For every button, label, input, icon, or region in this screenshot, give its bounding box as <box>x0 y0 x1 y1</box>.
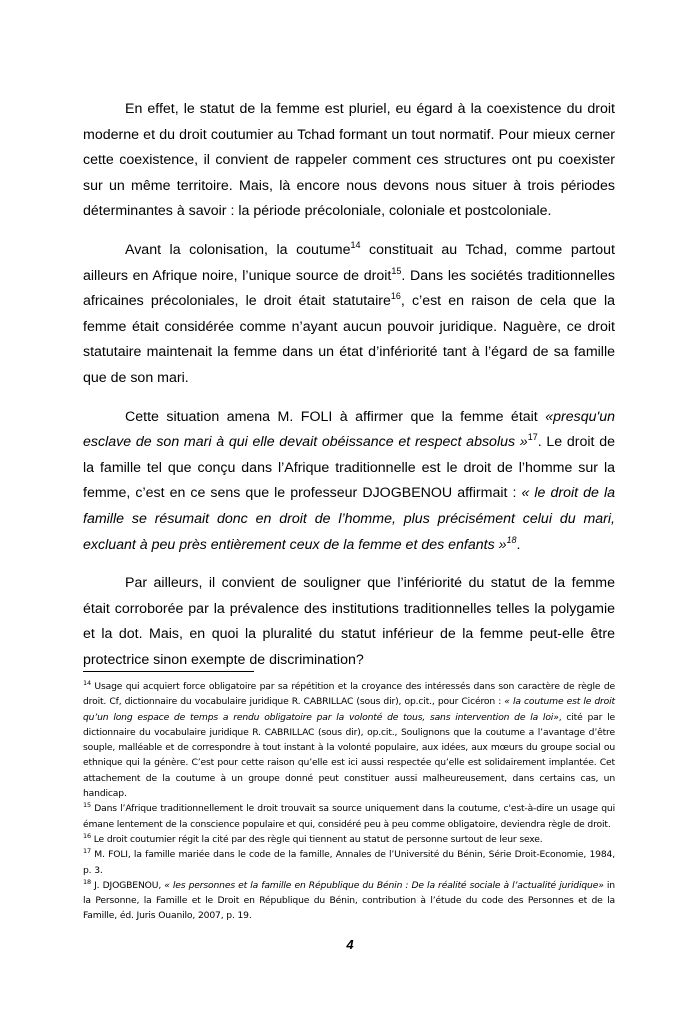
paragraph-1: En effet, le statut de la femme est pluriel, eu égard à la coexistence du droit moderne et du droit coutumier au Tchad formant un tout normatif. Pour mieux cerner cette coexistence, il convient de rappeler comment ces structures ont pu coexister sur un même territoire. Mais, là encore nous devons nous situer à trois périodes déterminantes à savoir : la période précoloniale, coloniale et postcoloniale. <box>83 101 615 220</box>
footnote-separator <box>83 671 254 672</box>
footnote-18: $^{18}$ J. DJOGBENOU, « les personnes et la famille en République du Bénin : De la réalité sociale à l’actualité juridique» in la Personne, la Famille et le Droit en République du Bénin, contribution à l’étude du code des Personnes et de la Famille, éd. Juris Ouanilo, 2007, p. 19. <box>83 877 615 922</box>
footnote-17: $^{17}$ M. FOLI, la famille mariée dans le code de la famille, Annales de l’Université du Bénin, Série Droit-Economie, 1984, p. 3. <box>83 847 615 876</box>
footnote-ref-16[interactable]: 16 <box>390 291 401 302</box>
page-number: 4 <box>346 937 354 952</box>
main-text <box>83 97 615 686</box>
footnote-ref-15[interactable]: 15 <box>391 265 402 276</box>
footnote-ref-14[interactable]: 14 <box>350 239 361 250</box>
footnote-16: $^{16}$ Le droit coutumier régit la cité par des règle qui tiennent au statut de personne surtout de leur sexe. <box>83 831 543 845</box>
footnote-14: $^{14}$ Usage qui acquiert force obligatoire par sa répétition et la croyance des intéressés dans son caractère de règle de droit. Cf, dictionnaire du vocabulaire juridique R. CABRILLAC (sous dir), op.cit., pour Cicéron : « la coutume est le droit qu’un long espace de temps a rendu obligatoire par la volonté de tous, sans intervention de la loi», cité par le dictionnaire du vocabulaire juridique R. CABRILLAC (sous dir), op.cit., Soulignons que la coutume a l’avantage d’être souple, malléable et de correspondre à tout instant à la volonté populaire, aux idées, aux mœurs du groupe social ou ethnique qui la génère. C’est pour cette raison qu’elle est ici aussi respectée qu’elle est solidairement implantée. Cet attachement de la coutume à un groupe donné peut constituer aussi malheureusement, dans certains cas, un handicap. <box>83 679 615 800</box>
footnote-ref-17[interactable]: 17 <box>527 432 538 443</box>
paragraph-3: Cette situation amena M. FOLI à affirmer que la femme était «presqu'un esclave de son mari à qui elle devait obéissance et respect absolus »$^{17}$. Le droit de la famille tel que conçu dans l’Afrique traditionnelle est le droit de l’homme sur la femme, c’est en ce sens que le professeur DJOGBENOU affirmait : « le droit de la famille se résumait donc en droit de l’homme, plus précisément celui du mari, excluant à peu près entièrement ceux de la femme et des enfants »$^{18}$. <box>83 408 616 553</box>
footnotes <box>83 679 615 924</box>
footnote-ref-18[interactable]: 18 <box>506 534 517 545</box>
quote-djogbenou: « le droit de la famille se résumait donc en droit de l’homme, plus précisément celui du mari, excluant à peu près entièrement ceux de la femme et des enfants » <box>83 485 616 553</box>
footnote-15: $^{15}$ Dans l’Afrique traditionnellement le droit trouvait sa source uniquement dans la coutume, c'est-à-dire un usage qui émane lentement de la conscience populaire et qui, considéré peu à peu comme obligatoire, deviendra règle de droit. <box>83 801 615 830</box>
paragraph-4: Par ailleurs, il convient de souligner que l’infériorité du statut de la femme était corroborée par la prévalence des institutions traditionnelles telles la polygamie et la dot. Mais, en quoi la pluralité du statut inférieur de la femme peut-elle être protectrice sinon exempte de discrimination? <box>83 575 615 668</box>
quote-foli: «presqu'un esclave de son mari à qui elle devait obéissance et respect absolus » <box>83 408 615 451</box>
paragraph-2: Avant la colonisation, la coutume$^{14}$ constituait au Tchad, comme partout ailleurs en Afrique noire, l’unique source de droit$^{15}$. Dans les sociétés traditionnelles africaines précoloniales, le droit était statutaire$^{16}$, c’est en raison de cela que la femme était considérée comme n’ayant aucun pouvoir juridique. Naguère, ce droit statutaire maintenait la femme dans un état d’infériorité tant à l’égard de sa famille que de son mari. <box>83 239 615 386</box>
